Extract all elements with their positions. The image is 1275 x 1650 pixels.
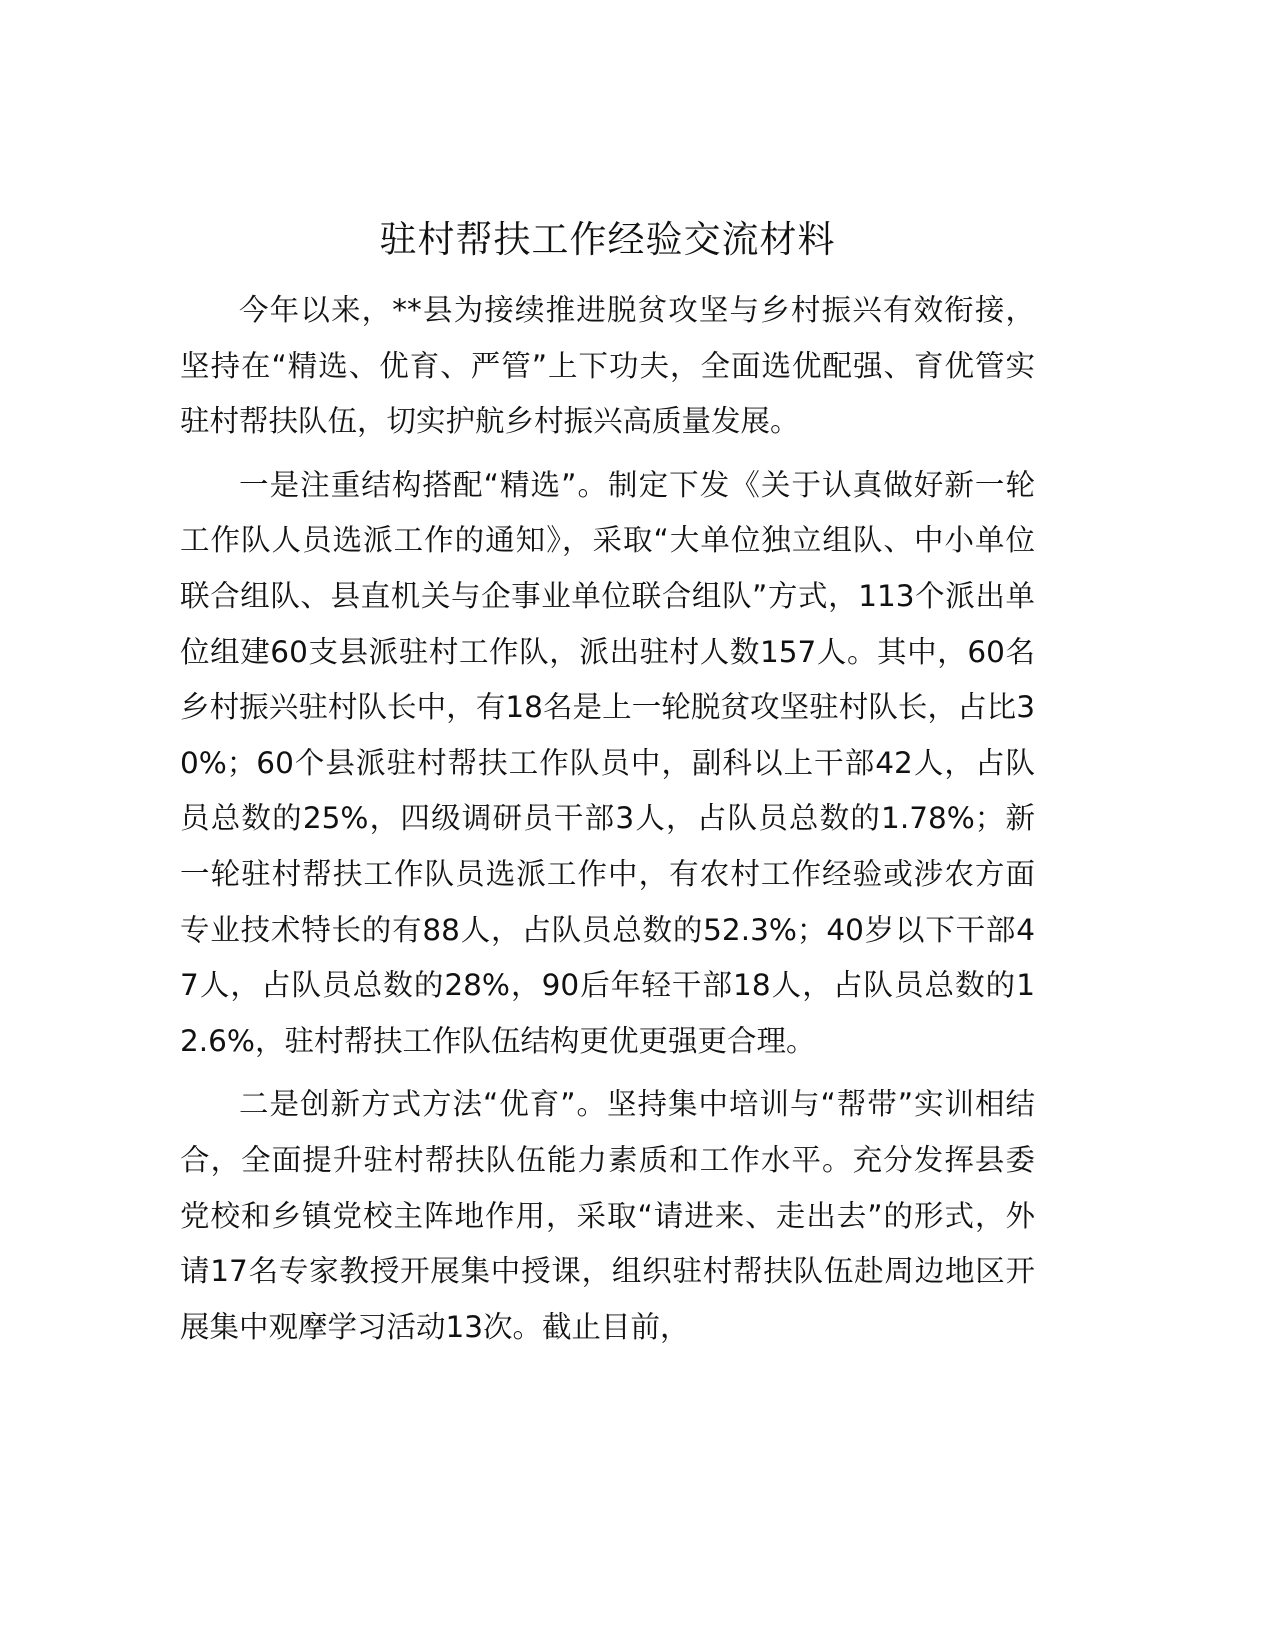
paragraph-intro: 今年以来，**县为接续推进脱贫攻坚与乡村振兴有效衔接，坚持在“精选、优育、严管”上下功夫，全面选优配强、育优管实驻村帮扶队伍，切实护航乡村振兴高质量发展。: [180, 293, 1035, 439]
document-title: 驻村帮扶工作经验交流材料: [379, 218, 836, 261]
paragraph-training: 二是创新方式方法“优育”。坚持集中培训与“帮带”实训相结合，全面提升驻村帮扶队伍能力素质和工作水平。充分发挥县委党校和乡镇党校主阵地作用，采取“请进来、走出去”的形式，外请17名专家教授开展集中授课，组织驻村帮扶队伍赴周边地区开展集中观摩学习活动13次。截止目前，: [180, 1087, 1035, 1344]
paragraph-selection: 一是注重结构搭配“精选”。制定下发《关于认真做好新一轮工作队人员选派工作的通知》，采取“大单位独立组队、中小单位联合组队、县直机关与企事业单位联合组队”方式，113个派出单位组建60支县派驻村工作队，派出驻村人数157人。其中，60名乡村振兴驻村队长中，有18名是上一轮脱贫攻坚驻村队长，占比30%；60个县派驻村帮扶工作队员中，副科以上干部42人，占队员总数的25%，四级调研员干部3人，占队员总数的1.78%；新一轮驻村帮扶工作队员选派工作中，有农村工作经验或涉农方面专业技术特长的有88人，占队员总数的52.3%；40岁以下干部47人，占队员总数的28%，90后年轻干部18人，占队员总数的12.6%，驻村帮扶工作队伍结构更优更强更合理。: [180, 467, 1035, 1058]
document-body: [180, 283, 1035, 1363]
